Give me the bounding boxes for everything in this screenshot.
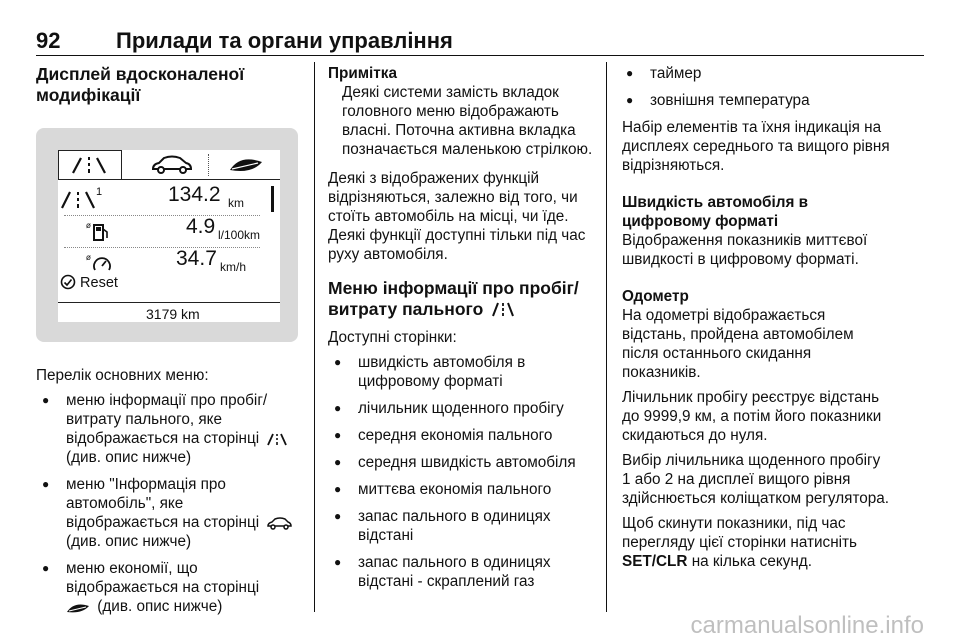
car-icon	[266, 516, 292, 530]
road-icon	[266, 432, 288, 446]
column-divider	[314, 62, 315, 612]
trip-unit: km	[228, 196, 244, 210]
road-icon	[59, 151, 119, 179]
page-header	[36, 22, 924, 56]
display-tabs	[58, 150, 280, 180]
menu-intro: Перелік основних меню:	[36, 367, 209, 384]
trip-value: 134.2	[168, 183, 221, 206]
display-row-trip	[58, 184, 280, 214]
list-item: ● запас пального в одиницях відстані - скраплений газ	[328, 553, 594, 591]
svg-text:ø: ø	[86, 221, 91, 230]
subsection-heading: Одометр	[622, 288, 689, 305]
leaf-icon	[228, 156, 264, 174]
paragraph: Набір елементів та їхня індикація на дисплеях середнього та вищого рівня відрізняються.	[622, 119, 890, 174]
column-2	[328, 64, 594, 599]
reset-label: Reset	[80, 275, 118, 291]
paragraph: Вибір лічильника щоденного пробігу 1 або 2 на дисплеї вищого рівня здійснюється коліщатком регулятора.	[622, 452, 890, 507]
leaf-icon	[66, 602, 90, 614]
speedometer-icon	[86, 252, 112, 274]
section-heading-text: Меню інформації про пробіг/витрату пального	[328, 278, 579, 319]
list-item: ● миттєва економія пального	[328, 480, 594, 499]
button-name-set-clr: SET/CLR	[622, 553, 688, 570]
list-item-text: (див. опис нижче)	[66, 533, 192, 550]
paragraph-text: Щоб скинути показники, під час перегляду цієї сторінки натисніть	[622, 515, 858, 551]
watermark: carmanualsonline.info	[690, 612, 924, 639]
tab-separator	[208, 154, 209, 176]
list-item: ● запас пального в одиницях відстані	[328, 507, 594, 545]
subsection-heading: Швидкість автомобіля в цифровому форматі	[622, 194, 809, 230]
check-circle-icon	[60, 274, 76, 290]
scroll-indicator	[271, 186, 274, 212]
consumption-value: 4.9	[186, 215, 216, 238]
reset-label-row	[60, 274, 118, 293]
paragraph: Деякі з відображених функцій відрізняються, залежно від того, чи стоїть автомобіль на місці, чи їде. Деякі функції доступні тільки під час руху автомобіля.	[328, 170, 586, 263]
list-item: ● лічильник щоденного пробігу	[328, 399, 594, 418]
paragraph: Відображення показників миттєвої швидкості в цифровому форматі.	[622, 232, 868, 268]
display-screen	[58, 150, 280, 322]
header-rule	[36, 55, 924, 56]
display-illustration	[36, 128, 298, 342]
main-menu-list	[36, 391, 298, 616]
display-row-consumption	[58, 216, 280, 246]
list-item	[36, 559, 298, 616]
list-item: ● таймер	[622, 64, 892, 83]
note-text: Деякі системи замість вкладок головного меню відображають власні. Поточна активна вкладка позначається маленькою стрілкою.	[342, 84, 593, 158]
trip-number: 1	[96, 186, 103, 198]
paragraph	[622, 514, 892, 571]
column-1	[36, 64, 298, 624]
speed-value: 34.7	[176, 247, 217, 270]
list-item-text: меню "Інформація про автомобіль", яке відображається на сторінці	[66, 476, 260, 531]
tab-trip-active	[58, 150, 122, 180]
list-item	[36, 475, 298, 551]
list-item: ● середня економія пального	[328, 426, 594, 445]
fuel-pump-icon	[86, 220, 110, 242]
list-item-text: (див. опис нижче)	[97, 598, 223, 615]
column-3	[622, 64, 892, 581]
consumption-unit: l/100km	[218, 228, 261, 242]
available-pages-label: Доступні сторінки:	[328, 329, 457, 346]
odometer-value: 3179 km	[146, 306, 200, 322]
list-item-text: меню економії, що відображається на сторінці	[66, 560, 260, 596]
list-item: ● швидкість автомобіля в цифровому форматі	[328, 353, 594, 391]
page-title: Прилади та органи управління	[116, 28, 453, 53]
paragraph: На одометрі відображається відстань, пройдена автомобілем після останнього скидання показників.	[622, 307, 854, 381]
list-item: ● середня швидкість автомобіля	[328, 453, 594, 472]
column-divider	[606, 62, 607, 612]
speed-unit: km/h	[220, 260, 247, 274]
road-icon	[491, 301, 515, 317]
note-title: Примітка	[328, 65, 397, 82]
paragraph-text: на кілька секунд.	[691, 553, 812, 570]
list-item-text: (див. опис нижче)	[66, 449, 192, 466]
section-heading: Дисплей вдосконаленої модифікації	[36, 64, 245, 105]
paragraph: Лічильник пробігу реєструє відстань до 9999,9 км, а потім його показники скидаються до нуля.	[622, 389, 882, 444]
svg-text:ø: ø	[86, 253, 91, 262]
page-number: 92	[36, 28, 61, 53]
available-pages-list	[328, 353, 594, 591]
list-item	[36, 391, 298, 467]
list-item: ● зовнішня температура	[622, 91, 892, 110]
odometer-row	[58, 302, 280, 322]
available-pages-list-continued	[622, 64, 892, 110]
list-item-text: меню інформації про пробіг/витрату пального, яке відображається на сторінці	[66, 392, 268, 447]
car-icon	[150, 154, 194, 176]
section-heading	[328, 278, 594, 320]
